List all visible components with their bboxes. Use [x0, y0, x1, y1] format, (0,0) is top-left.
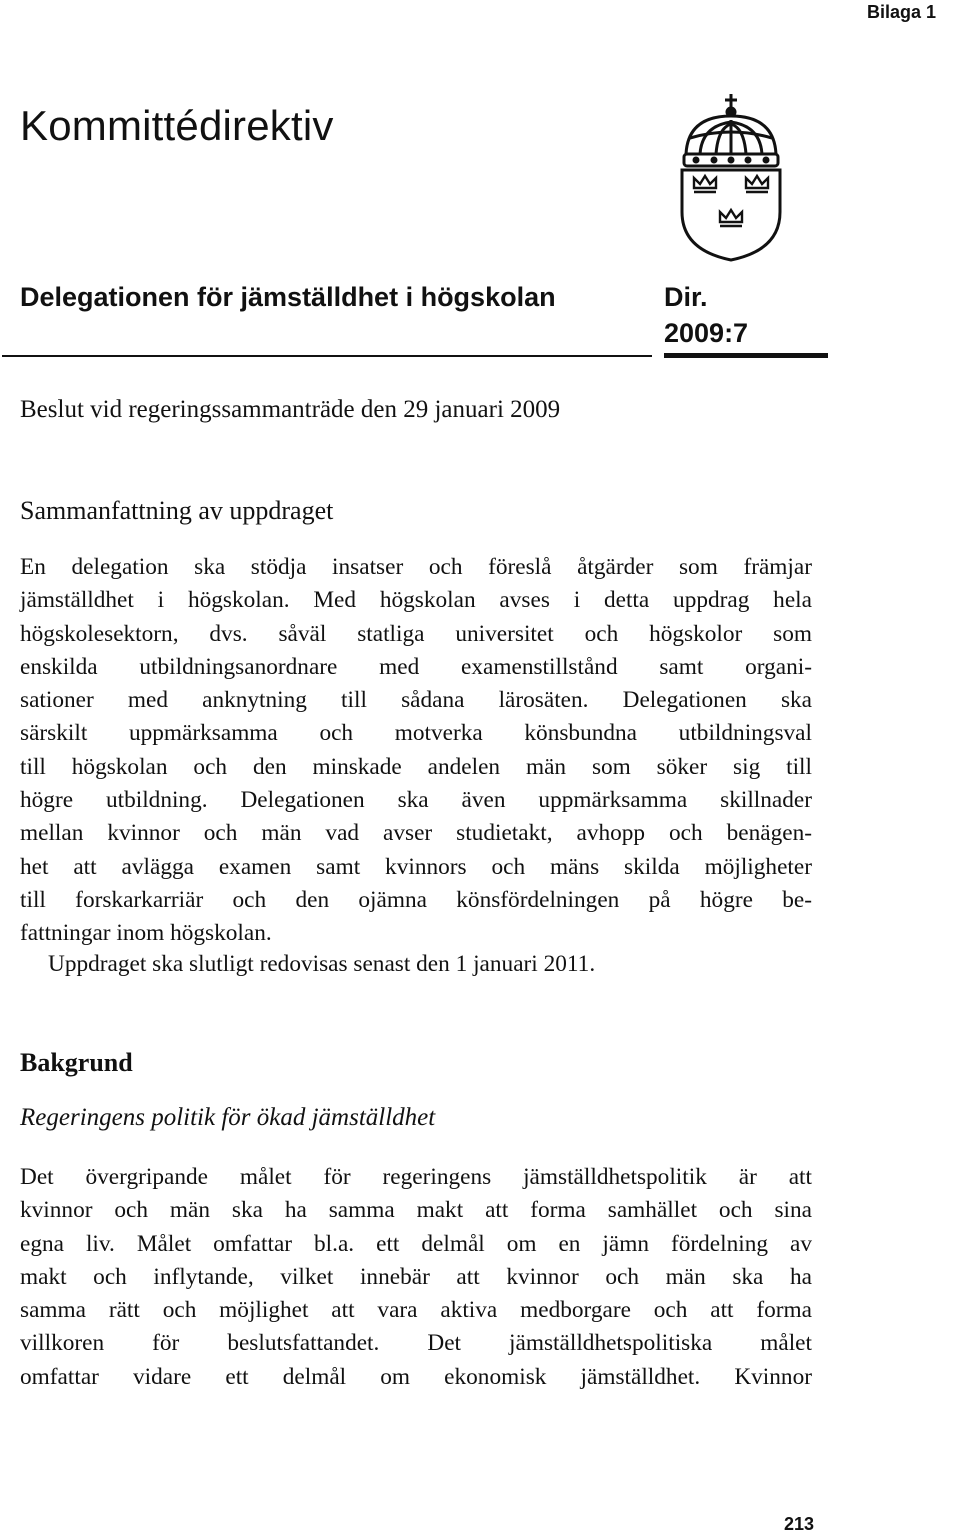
text-line: villkoren för beslutsfattandet. Det jämställdhetspolitiska målet — [20, 1330, 812, 1357]
summary-deadline: Uppdraget ska slutligt redovisas senast den 1 januari 2011. — [48, 951, 596, 977]
text-line: enskilda utbildningsanordnare med examenstillstånd samt organi- — [20, 653, 812, 680]
text-line: högskolesektorn, dvs. såväl statliga universitet och högskolor som — [20, 620, 812, 647]
text-line: till högskolan och den minskade andelen män som söker sig till — [20, 753, 812, 780]
text-line: En delegation ska stödja insatser och föreslå åtgärder som främjar — [20, 554, 812, 580]
header-divider — [2, 355, 652, 357]
background-heading: Bakgrund — [20, 1048, 133, 1077]
text-line: samma rätt och möjlighet att vara aktiva medborgare och att forma — [20, 1297, 812, 1324]
text-line: särskilt uppmärksamma och motverka könsbundna utbildningsval — [20, 720, 812, 747]
text-line: fattningar inom högskolan. — [20, 920, 272, 947]
document-title: Kommittédirektiv — [20, 102, 334, 149]
summary-paragraph — [20, 551, 812, 951]
summary-heading: Sammanfattning av uppdraget — [20, 496, 334, 525]
text-line: egna liv. Målet omfattar bl.a. ett delmål om en jämn fördelning av — [20, 1230, 812, 1257]
text-line: jämställdhet i högskolan. Med högskolan avses i detta uppdrag hela — [20, 587, 812, 614]
attachment-label: Bilaga 1 — [866, 2, 936, 22]
text-line: kvinnor och män ska ha samma makt att forma samhället och sina — [20, 1197, 812, 1224]
text-line: mellan kvinnor och män vad avser studietakt, avhopp och benägen- — [20, 820, 812, 847]
text-line: sationer med anknytning till sådana lärosäten. Delegationen ska — [20, 687, 812, 714]
background-paragraph — [20, 1161, 812, 1394]
text-line: omfattar vidare ett delmål om ekonomisk jämställdhet. Kvinnor — [20, 1363, 812, 1390]
text-line: Det övergripande målet för regeringens jämställdhetspolitik är att — [20, 1164, 812, 1190]
text-line: till forskarkarriär och den ojämna könsfördelningen på högre be- — [20, 886, 812, 913]
directive-number: 2009:7 — [664, 318, 749, 348]
text-line: högre utbildning. Delegationen ska även uppmärksamma skillnader — [20, 787, 812, 814]
decision-line: Beslut vid regeringssammanträde den 29 januari 2009 — [20, 396, 561, 423]
background-subheading: Regeringens politik för ökad jämställdhet — [20, 1104, 436, 1131]
government-crest-logo — [676, 92, 786, 262]
text-line: makt och inflytande, vilket innebär att kvinnor och män ska ha — [20, 1263, 812, 1290]
directive-label: Dir. — [664, 282, 708, 312]
page-number: 213 — [783, 1514, 814, 1534]
directive-divider — [664, 353, 828, 358]
text-line: het att avlägga examen samt kvinnors och mäns skilda möjligheter — [20, 853, 812, 880]
committee-name: Delegationen för jämställdhet i högskolan — [20, 282, 556, 312]
